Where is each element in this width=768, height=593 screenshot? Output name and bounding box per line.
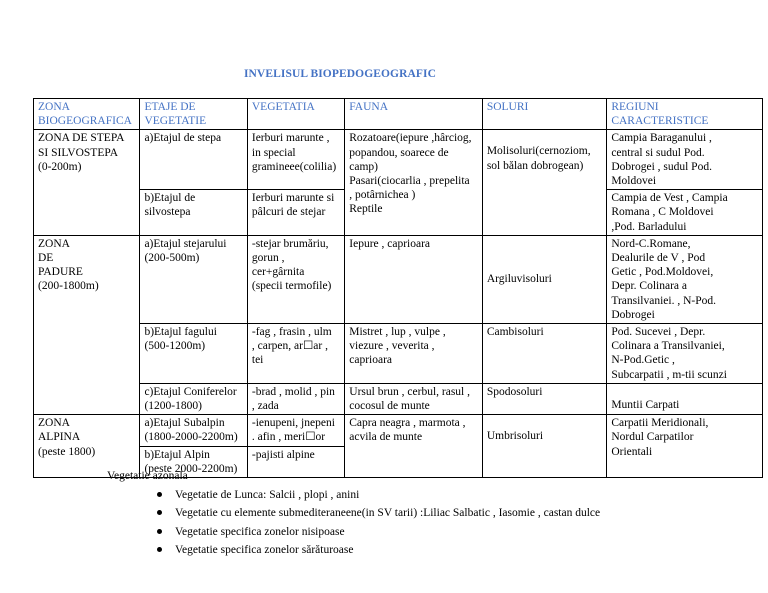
etaj-cell: a)Etajul stejarului (200-500m) <box>140 235 247 323</box>
header-vegetatia: VEGETATIA <box>247 99 344 130</box>
etaj-cell: b)Etajul fagului (500-1200m) <box>140 324 247 384</box>
header-soluri: SOLURI <box>482 99 607 130</box>
etaj-cell: a)Etajul de stepa <box>140 130 247 190</box>
vegetatie-cell: -pajisti alpine <box>247 446 344 477</box>
vegetatie-cell: -brad , molid , pin , zada <box>247 383 344 414</box>
vegetatie-cell: -fag , frasin , ulm , carpen, ar☐ar , tei <box>247 324 344 384</box>
header-fauna: FAUNA <box>345 99 483 130</box>
fauna-cell: Rozatoare(iepure ,hârciog, popandou, soarece de camp) Pasari(ciocarlia , prepelita , potârnichea ) Reptile <box>345 130 483 235</box>
sol-cell: Spodosoluri <box>482 383 607 414</box>
etaj-cell: c)Etajul Coniferelor (1200-1800) <box>140 383 247 414</box>
bullet-icon <box>157 510 162 515</box>
azonal-vegetation-notes <box>107 470 600 559</box>
list-item: Vegetatie cu elemente submediteraneene(in SV tarii) :Liliac Salbatic , Iasomie , castan dulce <box>107 504 600 522</box>
sol-cell: Umbrisoluri <box>482 415 607 478</box>
etaj-cell: b)Etajul de silvostepa <box>140 190 247 236</box>
list-item: Vegetatie de Lunca: Salcii , plopi , anini <box>107 486 600 504</box>
regiuni-cell: Campia de Vest , Campia Romana , C Moldovei ,Pod. Barladului <box>607 190 763 236</box>
vegetatie-cell: Ierburi marunte , in special gramineee(colilia) <box>247 130 344 190</box>
regiuni-cell: Muntii Carpati <box>607 383 763 414</box>
zone-cell: ZONA ALPINA (peste 1800) <box>34 415 140 478</box>
notes-list <box>107 486 600 559</box>
sol-cell: Argiluvisoluri <box>482 235 607 323</box>
table-row <box>34 235 763 323</box>
table-header-row <box>34 99 763 130</box>
table-row <box>34 383 763 414</box>
table-row <box>34 324 763 384</box>
list-item: Vegetatie specifica zonelor nisipoase <box>107 523 600 541</box>
regiuni-cell: Pod. Sucevei , Depr. Colinara a Transilvaniei, N-Pod.Getic , Subcarpatii , m-tii scunzi <box>607 324 763 384</box>
header-regiuni: REGIUNI CARACTERISTICE <box>607 99 763 130</box>
list-item: Vegetatie specifica zonelor sărăturoase <box>107 541 600 559</box>
bullet-icon <box>157 529 162 534</box>
fauna-cell: Capra neagra , marmota , acvila de munte <box>345 415 483 478</box>
fauna-cell: Ursul brun , cerbul, rasul , cocosul de munte <box>345 383 483 414</box>
regiuni-cell: Nord-C.Romane, Dealurile de V , Pod Getic , Pod.Moldovei, Depr. Colinara a Transilvaniei. , N-Pod. Dobrogei <box>607 235 763 323</box>
notes-title: Vegetatie azonala <box>107 470 188 482</box>
fauna-cell: Iepure , caprioara <box>345 235 483 323</box>
biogeographic-table <box>33 98 763 478</box>
regiuni-cell: Campia Baraganului , central si sudul Pod. Dobrogei , sudul Pod. Moldovei <box>607 130 763 190</box>
header-etaje: ETAJE DE VEGETATIE <box>140 99 247 130</box>
vegetatie-cell: -ienupeni, jnepeni . afin , meri☐or <box>247 415 344 446</box>
sol-cell: Molisoluri(cernoziom, sol bălan dobrogean) <box>482 130 607 235</box>
fauna-cell: Mistret , lup , vulpe , viezure , veverita , caprioara <box>345 324 483 384</box>
etaj-cell: a)Etajul Subalpin (1800-2000-2200m) <box>140 415 247 446</box>
bullet-icon <box>157 492 162 497</box>
table-row <box>34 415 763 446</box>
header-zona: ZONA BIOGEOGRAFICA <box>34 99 140 130</box>
vegetatie-cell: -stejar brumăriu, gorun , cer+gârnita (specii termofile) <box>247 235 344 323</box>
etaj-cell: b)Etajul Alpin (peste 2000-2200m) <box>140 446 247 477</box>
sol-cell: Cambisoluri <box>482 324 607 384</box>
bullet-icon <box>157 547 162 552</box>
regiuni-cell: Carpatii Meridionali, Nordul Carpatilor Orientali <box>607 415 763 478</box>
zone-cell: ZONA DE PADURE (200-1800m) <box>34 235 140 414</box>
page-title: INVELISUL BIOPEDOGEOGRAFIC <box>243 68 437 80</box>
zone-cell: ZONA DE STEPA SI SILVOSTEPA (0-200m) <box>34 130 140 235</box>
vegetatie-cell: Ierburi marunte si pâlcuri de stejar <box>247 190 344 236</box>
table-row <box>34 130 763 190</box>
